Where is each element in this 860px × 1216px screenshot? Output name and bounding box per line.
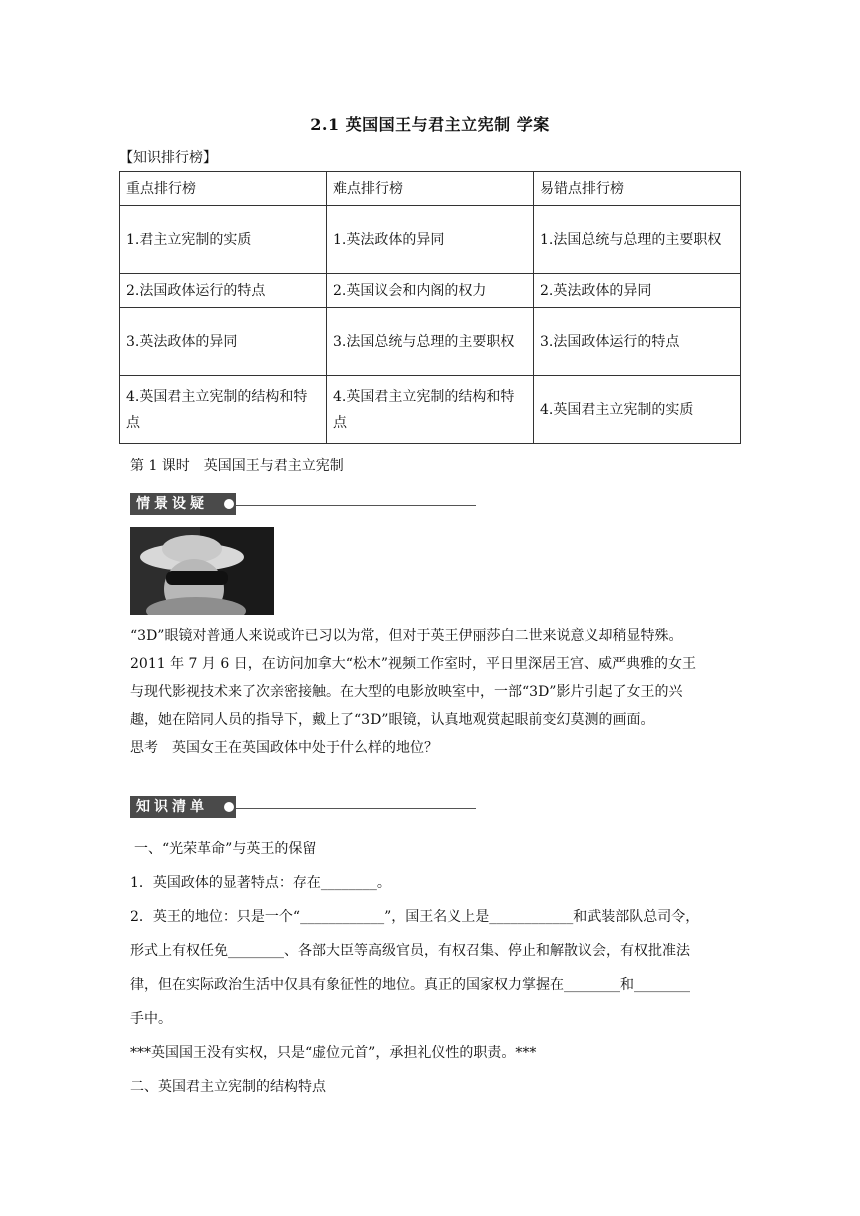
lesson-title: 第 1 课时 英国国王与君主立宪制 (130, 458, 344, 474)
table-cell: 1.英法政体的异同 (327, 206, 534, 274)
section-heading: 二、英国君主立宪制的结构特点 (130, 1079, 326, 1095)
knowledge-note: ***英国国王没有实权，只是“虚位元首”，承担礼仪性的职责。*** (130, 1045, 537, 1061)
table-cell: 3.法国政体运行的特点 (534, 308, 741, 376)
scenario-line: 2011 年 7 月 6 日，在访问加拿大“松木”视频工作室时，平日里深居王宫、威严典雅的女王 (130, 656, 697, 672)
table-cell: 3.法国总统与总理的主要职权 (327, 308, 534, 376)
table-row (120, 308, 741, 376)
knowledge-item: 律，但在实际政治生活中仅具有象征性的地位。真正的国家权力掌握在________和________ (130, 977, 690, 993)
table-cell: 3.英法政体的异同 (120, 308, 327, 376)
banner-label: 情景设疑 (130, 493, 236, 515)
table-cell: 4.英国君主立宪制的实质 (534, 376, 741, 444)
banner-rule (236, 505, 476, 506)
knowledge-item: 1．英国政体的显著特点：存在________。 (130, 875, 391, 891)
table-cell: 4.英国君主立宪制的结构和特点 (120, 376, 327, 444)
section-banner-knowledge (130, 796, 475, 818)
table-cell: 4.英国君主立宪制的结构和特点 (327, 376, 534, 444)
table-cell: 1.君主立宪制的实质 (120, 206, 327, 274)
bullet-dot-icon (224, 499, 234, 509)
knowledge-text (130, 832, 742, 1104)
ranking-table (119, 171, 741, 444)
banner-rule (236, 808, 476, 809)
table-header-cell: 易错点排行榜 (534, 172, 741, 206)
think-question: 思考 英国女王在英国政体中处于什么样的地位？ (130, 740, 438, 756)
bullet-dot-icon (224, 802, 234, 812)
scenario-line: “3D”眼镜对普通人来说或许已习以为常，但对于英王伊丽莎白二世来说意义却稍显特殊。 (130, 628, 683, 644)
section-banner-scenario (130, 493, 475, 515)
table-row (120, 206, 741, 274)
page-title: 2.1 英国国王与君主立宪制 学案 (310, 115, 550, 134)
table-row (120, 376, 741, 444)
table-cell: 2.法国政体运行的特点 (120, 274, 327, 308)
scenario-line: 与现代影视技术来了次亲密接触。在大型的电影放映室中，一部“3D”影片引起了女王的兴 (130, 684, 683, 700)
table-header-cell: 重点排行榜 (120, 172, 327, 206)
rank-heading: 【知识排行榜】 (119, 150, 217, 166)
scenario-line: 趣，她在陪同人员的指导下，戴上了“3D”眼镜，认真地观赏起眼前变幻莫测的画面。 (130, 712, 655, 728)
table-cell: 1.法国总统与总理的主要职权 (534, 206, 741, 274)
banner-label: 知识清单 (130, 796, 236, 818)
queen-photo-graphic (130, 527, 274, 615)
queen-photo (130, 527, 274, 615)
table-header-row (120, 172, 741, 206)
scenario-text (130, 622, 742, 762)
knowledge-item: 手中。 (130, 1011, 172, 1027)
section-heading: 一、“光荣革命”与英王的保留 (134, 841, 317, 857)
knowledge-item: 2．英王的地位：只是一个“____________”，国王名义上是____________和武装部队总司令， (130, 909, 700, 925)
table-cell: 2.英国议会和内阁的权力 (327, 274, 534, 308)
table-cell: 2.英法政体的异同 (534, 274, 741, 308)
table-header-cell: 难点排行榜 (327, 172, 534, 206)
table-row (120, 274, 741, 308)
knowledge-item: 形式上有权任免________、各部大臣等高级官员，有权召集、停止和解散议会，有权批准法 (130, 943, 690, 959)
